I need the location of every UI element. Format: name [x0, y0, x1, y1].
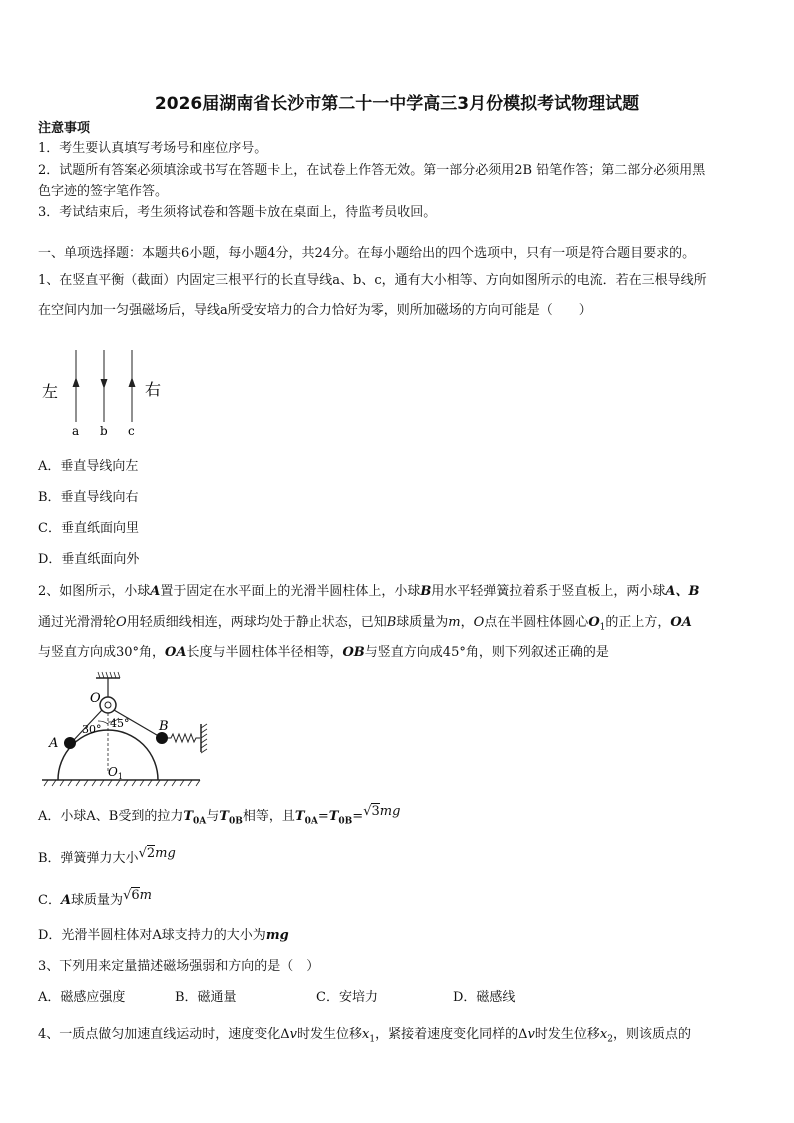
center-o1-label: $O_1$: [108, 765, 123, 781]
q2-stem-line2: 通过光滑滑轮O用轻质细线相连，两球均处于静止状态，已知B球质量为m，O点在半圆柱体圆心$O_1$的正上方，OA: [38, 615, 692, 633]
notice-heading: 注意事项: [38, 121, 91, 136]
section-heading: 一、单项选择题：本题共6小题，每小题4分，共24分。在每小题给出的四个选项中，只有一项是符合题目要求的。: [38, 246, 696, 261]
q1-stem-line1: 1、在竖直平衡（截面）内固定三根平行的长直导线a、b、c，通有大小相等、方向如图所示的电流．若在三根导线所: [38, 273, 707, 288]
q4-stem: 4、一质点做匀加速直线运动时，速度变化Δv时发生位移$x_1$，紧接着速度变化同样的Δv时发生位移$x_2$，则该质点的: [38, 1027, 691, 1045]
q1-option-d: D．垂直纸面向外: [38, 552, 140, 567]
left-label: 左: [42, 382, 59, 401]
q3-option-d: D．磁感线: [453, 990, 516, 1005]
q3-option-a: A．磁感应强度: [38, 990, 126, 1005]
q1-wire-figure: [38, 340, 178, 440]
wire-c-label: c: [128, 424, 135, 438]
q1-option-a: A．垂直导线向左: [38, 459, 139, 474]
page-title: 2026届湖南省长沙市第二十一中学高三3月份模拟考试物理试题: [154, 94, 640, 114]
right-label: 右: [145, 380, 162, 399]
notice-item: 3．考试结束后，考生须将试卷和答题卡放在桌面上，待监考员收回。: [38, 205, 437, 220]
q2-pulley-figure: [40, 672, 220, 787]
notice-item: 1．考生要认真填写考场号和座位序号。: [38, 141, 268, 156]
wire-a-label: a: [72, 424, 80, 438]
wire-b-label: b: [100, 424, 108, 438]
q2-option-c: C．A球质量为√6m: [38, 888, 152, 908]
notice-item: 2．试题所有答案必须填涂或书写在答题卡上，在试卷上作答无效。第一部分必须用2B 铅笔作答；第二部分必须用黑: [38, 163, 706, 178]
q2-stem-line3: 与竖直方向成30°角，OA长度与半圆柱体半径相等，OB与竖直方向成45°角，则下列叙述正确的是: [38, 645, 609, 660]
ball-b-label: B: [159, 719, 169, 734]
q3-option-b: B．磁通量: [175, 990, 237, 1005]
q2-option-a: A．小球A、B受到的拉力$T_{0A}$与$T_{0B}$相等，且$T_{0A}=T_{0B}=√3mg$: [38, 804, 401, 827]
q2-option-b: B．弹簧弹力大小√2mg: [38, 846, 176, 866]
ball-a-label: A: [49, 736, 59, 751]
q2-stem-line1: 2、如图所示，小球A置于固定在水平面上的光滑半圆柱体上，小球B用水平轻弹簧拉着系于竖直板上，两小球A、B: [38, 584, 700, 599]
angle-45-label: 45°: [110, 717, 130, 730]
notice-item: 色字迹的签字笔作答。: [38, 184, 169, 199]
q1-option-c: C．垂直纸面向里: [38, 521, 139, 536]
angle-30-label: 30°: [82, 723, 102, 736]
q1-option-b: B．垂直导线向右: [38, 490, 139, 505]
q3-option-c: C．安培力: [316, 990, 378, 1005]
q3-stem: 3、下列用来定量描述磁场强弱和方向的是（ ）: [38, 959, 320, 974]
pulley-o-label: O: [90, 691, 101, 706]
q2-option-d: D．光滑半圆柱体对A球支持力的大小为mg: [38, 928, 289, 943]
q1-stem-line2: 在空间内加一匀强磁场后，导线a所受安培力的合力恰好为零，则所加磁场的方向可能是（ ）: [38, 303, 592, 318]
